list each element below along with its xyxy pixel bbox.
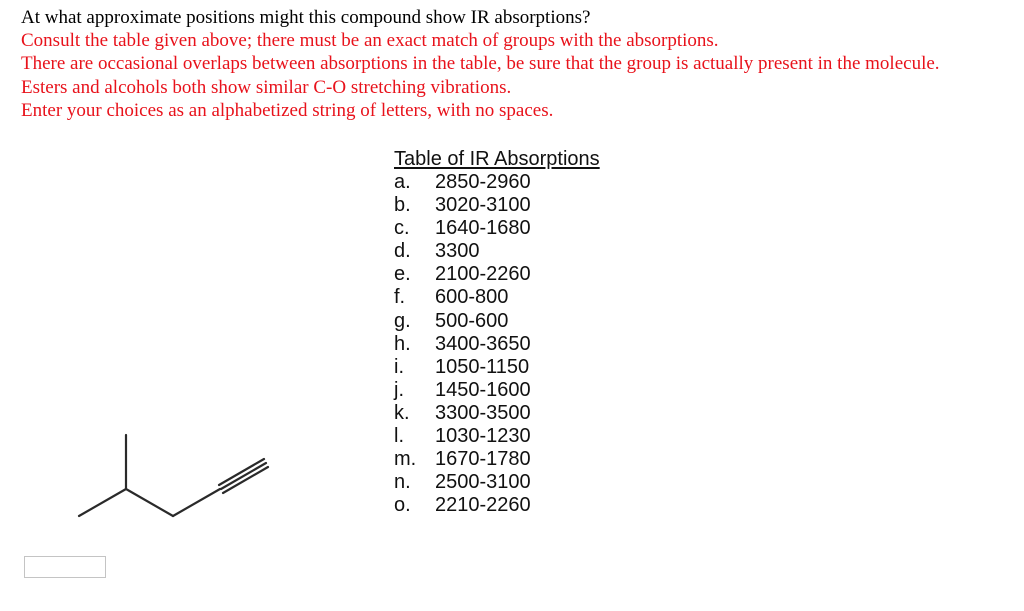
row-letter: h. bbox=[394, 332, 411, 355]
row-range: 600-800 bbox=[435, 286, 509, 309]
ir-table-row bbox=[394, 263, 600, 286]
bond-propargyl bbox=[173, 489, 220, 516]
row-range: 1030-1230 bbox=[435, 425, 531, 448]
row-range: 1450-1600 bbox=[435, 378, 531, 401]
row-letter: i. bbox=[394, 355, 404, 378]
ir-table-row bbox=[394, 194, 600, 217]
ir-table-row bbox=[394, 448, 600, 471]
row-letter: l. bbox=[394, 425, 404, 448]
ir-table-row bbox=[394, 379, 600, 402]
row-range: 3020-3100 bbox=[435, 194, 531, 217]
triple-bond-line-2 bbox=[221, 463, 266, 489]
ir-table-row bbox=[394, 217, 600, 240]
row-range: 2210-2260 bbox=[435, 494, 531, 517]
ir-table-row bbox=[394, 471, 600, 494]
question-prompt: At what approximate positions might this compound show IR absorptions? bbox=[21, 7, 591, 28]
row-letter: o. bbox=[394, 494, 411, 517]
row-letter: d. bbox=[394, 240, 411, 263]
instruction-line-4: Enter your choices as an alphabetized string of letters, with no spaces. bbox=[21, 99, 554, 121]
ir-table-row bbox=[394, 240, 600, 263]
question-block bbox=[21, 6, 1016, 122]
row-range: 3300-3500 bbox=[435, 401, 531, 424]
row-range: 2100-2260 bbox=[435, 263, 531, 286]
ir-table-row bbox=[394, 333, 600, 356]
instruction-line-2: There are occasional overlaps between absorptions in the table, be sure that the group is actually present in the molecule. bbox=[21, 53, 940, 75]
ir-table-row bbox=[394, 286, 600, 309]
ir-absorption-table bbox=[394, 148, 600, 517]
answer-input[interactable] bbox=[24, 556, 106, 578]
molecule-structure-drawing bbox=[70, 425, 280, 525]
row-letter: c. bbox=[394, 217, 410, 240]
ir-table-row bbox=[394, 356, 600, 379]
ir-table-row bbox=[394, 402, 600, 425]
row-letter: j. bbox=[394, 378, 404, 401]
row-range: 2500-3100 bbox=[435, 471, 531, 494]
row-range: 3400-3650 bbox=[435, 332, 531, 355]
row-range: 1670-1780 bbox=[435, 448, 531, 471]
row-range: 2850-2960 bbox=[435, 171, 531, 193]
bond-ch2 bbox=[126, 489, 173, 516]
ir-table-row bbox=[394, 425, 600, 448]
ir-table-row bbox=[394, 494, 600, 517]
instruction-line-1: Consult the table given above; there must be an exact match of groups with the absorptions. bbox=[21, 30, 719, 52]
row-letter: n. bbox=[394, 471, 411, 494]
ir-table-row bbox=[394, 310, 600, 333]
bond-methyl-left bbox=[79, 489, 126, 516]
row-range: 500-600 bbox=[435, 309, 509, 332]
row-letter: f. bbox=[394, 286, 406, 309]
row-letter: k. bbox=[394, 401, 410, 424]
row-range: 3300 bbox=[435, 240, 480, 263]
ir-table-title: Table of IR Absorptions bbox=[394, 148, 600, 170]
row-range: 1050-1150 bbox=[435, 355, 530, 378]
instruction-line-3: Esters and alcohols both show similar C-O stretching vibrations. bbox=[21, 76, 512, 98]
row-range: 1640-1680 bbox=[435, 217, 531, 240]
row-letter: m. bbox=[394, 448, 417, 471]
row-letter: g. bbox=[394, 309, 411, 332]
row-letter: a. bbox=[394, 171, 411, 193]
row-letter: b. bbox=[394, 194, 411, 217]
ir-table-row bbox=[394, 171, 600, 194]
row-letter: e. bbox=[394, 263, 411, 286]
